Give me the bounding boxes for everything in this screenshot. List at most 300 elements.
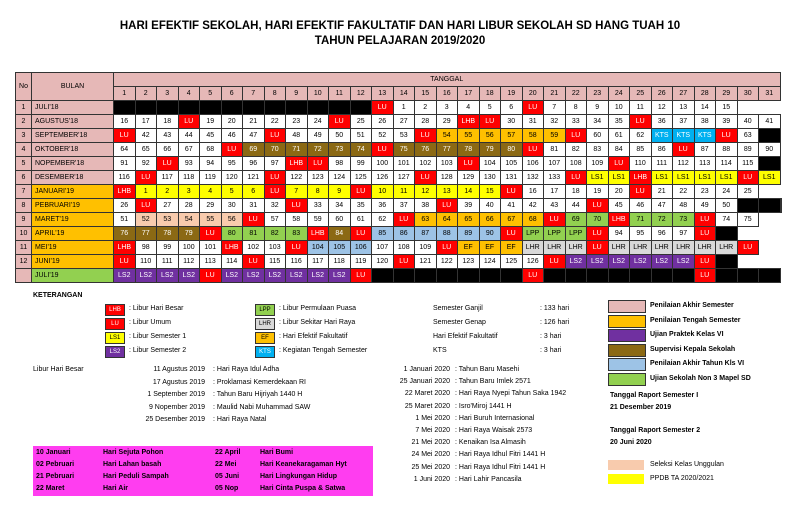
- row-number: 12: [16, 255, 32, 269]
- day-cell: 79: [178, 227, 200, 241]
- day-cell: [608, 269, 630, 283]
- day-cell: 29: [436, 115, 458, 129]
- activity-swatch: [608, 358, 646, 371]
- day-cell: 86: [393, 227, 415, 241]
- day-header: 29: [716, 87, 738, 101]
- semester-label: Semester Ganjil: [433, 305, 483, 312]
- day-cell: 99: [350, 157, 372, 171]
- holiday-date: 7 Mei 2020: [415, 427, 450, 434]
- activity-swatch: [608, 344, 646, 357]
- day-cell: [630, 269, 652, 283]
- day-cell: LS2: [673, 255, 695, 269]
- holiday-name: : Hari Buruh Internasional: [455, 414, 535, 422]
- day-cell: 45: [608, 199, 630, 213]
- month-row: [16, 213, 782, 227]
- day-cell: 23: [694, 185, 716, 199]
- day-cell: 61: [350, 213, 372, 227]
- raport1-label: Tanggal Raport Semester I: [610, 392, 699, 399]
- day-cell: 133: [544, 171, 566, 185]
- day-cell: 85: [630, 143, 652, 157]
- semester-value: : 133 hari: [540, 305, 570, 312]
- activity-text: Ujian Sekolah Non 3 Mapel SD: [650, 374, 751, 382]
- day-cell: 83: [286, 227, 308, 241]
- day-header: 13: [372, 87, 394, 101]
- day-cell: 13: [673, 101, 695, 115]
- day-cell: 81: [243, 227, 265, 241]
- holiday-date: 22 Maret 2020: [404, 390, 450, 398]
- raport1-date: 21 Desember 2019: [610, 404, 672, 411]
- day-cell: 92: [135, 157, 157, 171]
- day-cell: LU: [694, 255, 716, 269]
- day-cell: LHB: [221, 241, 243, 255]
- day-cell: LHB: [608, 213, 630, 227]
- day-cell: LS2: [587, 255, 609, 269]
- day-cell: 73: [673, 213, 695, 227]
- legend-text: : Libur Semester 1: [129, 333, 187, 340]
- holiday-name: : Tahun Baru Hijriyah 1440 H: [213, 391, 303, 398]
- day-cell: 43: [157, 129, 179, 143]
- day-cell: [157, 101, 179, 115]
- semester-value: : 3 hari: [540, 347, 562, 354]
- day-cell: 76: [415, 143, 437, 157]
- month-row: [16, 255, 782, 269]
- day-cell: LS2: [651, 255, 673, 269]
- day-cell: LU: [544, 213, 566, 227]
- day-cell: 53: [157, 213, 179, 227]
- day-cell: LU: [458, 157, 480, 171]
- day-cell: [673, 269, 695, 283]
- holiday-name: : Maulid Nabi Muhammad SAW: [213, 403, 311, 411]
- day-cell: LU: [135, 171, 157, 185]
- day-cell: 13: [436, 185, 458, 199]
- day-cell: LU: [436, 241, 458, 255]
- day-cell: 113: [200, 255, 222, 269]
- day-cell: LU: [673, 143, 695, 157]
- day-cell: 96: [651, 227, 673, 241]
- row-number: 11: [16, 241, 32, 255]
- legend-code: LHR: [255, 318, 275, 330]
- day-cell: 46: [221, 129, 243, 143]
- month-name: JULI'19: [32, 269, 114, 283]
- row-number: 9: [16, 213, 32, 227]
- day-cell: LU: [178, 115, 200, 129]
- day-cell: 30: [501, 115, 523, 129]
- bottom-swatch: [608, 474, 644, 484]
- day-cell: 58: [522, 129, 544, 143]
- day-cell: 74: [716, 213, 738, 227]
- month-name: OKTOBER'18: [32, 143, 114, 157]
- day-cell: LU: [565, 129, 587, 143]
- libur-hari-besar-label: Libur Hari Besar: [33, 366, 84, 373]
- month-name: JULI'18: [32, 101, 114, 115]
- holiday-name: : Hari Raya Idhul Fitri 1441 H: [455, 451, 546, 459]
- day-cell: 99: [157, 241, 179, 255]
- day-header: 10: [307, 87, 329, 101]
- day-cell: 8: [565, 101, 587, 115]
- day-cell: 33: [565, 115, 587, 129]
- day-cell: 59: [544, 129, 566, 143]
- day-cell: 118: [178, 171, 200, 185]
- day-cell: 68: [200, 143, 222, 157]
- day-cell: 21: [651, 185, 673, 199]
- day-cell: LS1: [587, 171, 609, 185]
- day-cell: 80: [221, 227, 243, 241]
- day-cell: LU: [243, 213, 265, 227]
- env-date: 05 Nop: [215, 485, 239, 492]
- holiday-name: : Hari Raya Nyepi Tahun Saka 1942: [455, 390, 567, 398]
- day-cell: 16: [522, 185, 544, 199]
- month-row: [16, 143, 782, 157]
- day-cell: 23: [286, 115, 308, 129]
- day-cell: EF: [501, 241, 523, 255]
- day-cell: 4: [200, 185, 222, 199]
- day-cell: 19: [587, 185, 609, 199]
- day-cell: [350, 101, 372, 115]
- day-cell: 104: [307, 241, 329, 255]
- day-header: 15: [415, 87, 437, 101]
- day-cell: LU: [200, 269, 222, 283]
- day-cell: LHR: [522, 241, 544, 255]
- day-cell: 14: [458, 185, 480, 199]
- day-cell: 3: [178, 185, 200, 199]
- holiday-date: 25 Desember 2019: [145, 416, 205, 423]
- day-header: 11: [329, 87, 351, 101]
- row-number: 1: [16, 101, 32, 115]
- day-cell: 37: [673, 115, 695, 129]
- day-cell: [544, 269, 566, 283]
- day-cell: 21: [243, 115, 265, 129]
- day-cell: 80: [501, 143, 523, 157]
- day-cell: 108: [393, 241, 415, 255]
- env-name: Hari Lingkungan Hidup: [260, 473, 337, 480]
- day-cell: 69: [565, 213, 587, 227]
- day-cell: 88: [436, 227, 458, 241]
- legend-code: LU: [105, 318, 125, 330]
- day-cell: 124: [479, 255, 501, 269]
- day-cell: KTS: [673, 129, 695, 143]
- day-cell: 15: [479, 185, 501, 199]
- day-cell: 29: [200, 199, 222, 213]
- day-cell: 95: [630, 227, 652, 241]
- day-cell: 97: [264, 157, 286, 171]
- day-header: 19: [501, 87, 523, 101]
- day-cell: [458, 269, 480, 283]
- semester-value: : 126 hari: [540, 319, 570, 326]
- day-cell: 100: [178, 241, 200, 255]
- holiday-name: : Hari Raya Waisak 2573: [455, 427, 533, 434]
- month-row: [16, 227, 782, 241]
- env-date: 22 April: [215, 449, 241, 456]
- day-cell: [221, 101, 243, 115]
- day-cell: 122: [286, 171, 308, 185]
- day-cell: 48: [673, 199, 695, 213]
- day-cell: 124: [329, 171, 351, 185]
- day-cell: LS2: [221, 269, 243, 283]
- env-name: Hari Keanekaragaman Hyt: [260, 461, 347, 468]
- day-cell: LU: [372, 101, 394, 115]
- day-cell: 128: [436, 171, 458, 185]
- day-cell: 76: [114, 227, 136, 241]
- day-cell: LPP: [544, 227, 566, 241]
- day-cell: 88: [716, 143, 738, 157]
- day-cell: KTS: [651, 129, 673, 143]
- day-cell: 24: [307, 115, 329, 129]
- day-cell: LU: [501, 185, 523, 199]
- activity-swatch: [608, 300, 646, 313]
- day-cell: 121: [243, 171, 265, 185]
- day-cell: 33: [307, 199, 329, 213]
- holiday-date: 21 Mei 2020: [411, 439, 450, 447]
- day-header: 8: [264, 87, 286, 101]
- day-cell: 44: [178, 129, 200, 143]
- day-cell: 87: [415, 227, 437, 241]
- row-number: 10: [16, 227, 32, 241]
- day-cell: [436, 269, 458, 283]
- raport2-date: 20 Juni 2020: [610, 439, 652, 446]
- day-cell: 36: [372, 199, 394, 213]
- day-cell: 57: [501, 129, 523, 143]
- day-header: 17: [458, 87, 480, 101]
- day-cell: 56: [221, 213, 243, 227]
- day-cell: 39: [458, 199, 480, 213]
- day-header: 9: [286, 87, 308, 101]
- day-cell: [587, 269, 609, 283]
- day-cell: LS2: [608, 255, 630, 269]
- bottom-text: Seleksi Kelas Unggulan: [650, 461, 724, 468]
- day-cell: 34: [329, 199, 351, 213]
- day-cell: 16: [114, 115, 136, 129]
- day-cell: 58: [286, 213, 308, 227]
- day-cell: 38: [694, 115, 716, 129]
- holiday-date: 25 Maret 2020: [404, 402, 450, 410]
- day-cell: 46: [630, 199, 652, 213]
- day-cell: 10: [372, 185, 394, 199]
- env-date: 22 Mei: [215, 461, 237, 468]
- day-cell: 77: [135, 227, 157, 241]
- day-cell: 20: [608, 185, 630, 199]
- day-cell: 84: [608, 143, 630, 157]
- day-cell: 116: [286, 255, 308, 269]
- day-cell: [264, 101, 286, 115]
- day-cell: 43: [544, 199, 566, 213]
- day-cell: LS2: [630, 255, 652, 269]
- day-cell: 50: [716, 199, 738, 213]
- month-name: JANUARI'19: [32, 185, 114, 199]
- day-cell: 35: [350, 199, 372, 213]
- legend-text: : Libur Umum: [129, 319, 172, 326]
- day-cell: 22: [673, 185, 695, 199]
- day-cell: 64: [436, 213, 458, 227]
- legend-code: LS2: [105, 346, 125, 358]
- day-cell: 118: [329, 255, 351, 269]
- day-cell: 84: [329, 227, 351, 241]
- day-cell: 2: [157, 185, 179, 199]
- day-cell: LU: [587, 241, 609, 255]
- day-cell: LS2: [286, 269, 308, 283]
- semester-label: Hari Efektif Fakultatif: [433, 333, 498, 340]
- day-cell: LHB: [114, 241, 136, 255]
- holiday-date: 1 Mei 2020: [415, 414, 450, 422]
- day-cell: 101: [393, 157, 415, 171]
- day-cell: 55: [458, 129, 480, 143]
- day-cell: 1: [135, 185, 157, 199]
- day-cell: 34: [587, 115, 609, 129]
- day-cell: 70: [587, 213, 609, 227]
- day-cell: 28: [415, 115, 437, 129]
- day-cell: 102: [243, 241, 265, 255]
- day-cell: 64: [114, 143, 136, 157]
- day-cell: 56: [479, 129, 501, 143]
- legend-code: LHB: [105, 304, 125, 316]
- day-cell: 32: [264, 199, 286, 213]
- day-cell: 95: [221, 157, 243, 171]
- header-bulan: BULAN: [32, 73, 114, 101]
- holiday-name: : Hari Lahir Pancasila: [455, 475, 522, 483]
- day-cell: 40: [737, 115, 759, 129]
- day-cell: 51: [350, 129, 372, 143]
- month-name: MARET'19: [32, 213, 114, 227]
- day-cell: LU: [415, 129, 437, 143]
- day-cell: 17: [135, 115, 157, 129]
- day-cell: 66: [479, 213, 501, 227]
- day-cell: LU: [737, 241, 759, 255]
- day-cell: 27: [157, 199, 179, 213]
- day-cell: 47: [243, 129, 265, 143]
- day-cell: 67: [178, 143, 200, 157]
- day-cell: LU: [415, 171, 437, 185]
- day-cell: 12: [415, 185, 437, 199]
- day-cell: 109: [587, 157, 609, 171]
- day-cell: 62: [372, 213, 394, 227]
- day-cell: 125: [350, 171, 372, 185]
- day-header: 21: [544, 87, 566, 101]
- page-title: HARI EFEKTIF SEKOLAH, HARI EFEKTIF FAKULTATIF DAN HARI LIBUR SEKOLAH SD HANG TUAH 10: [119, 20, 681, 32]
- day-cell: LU: [114, 255, 136, 269]
- holiday-date: 1 Januari 2020: [403, 366, 450, 373]
- activity-swatch: [608, 315, 646, 328]
- day-cell: 52: [372, 129, 394, 143]
- day-cell: 18: [157, 115, 179, 129]
- day-cell: LS2: [565, 255, 587, 269]
- day-cell: LS1: [608, 171, 630, 185]
- day-cell: [651, 269, 673, 283]
- day-cell: 111: [157, 255, 179, 269]
- activity-swatch: [608, 373, 646, 386]
- day-cell: LU: [264, 129, 286, 143]
- day-cell: LS2: [135, 269, 157, 283]
- day-cell: 85: [372, 227, 394, 241]
- legend-text: : Hari Efektif Fakultatif: [279, 333, 348, 340]
- holiday-name: : Kenaikan Isa Almasih: [455, 439, 526, 447]
- day-cell: 116: [114, 171, 136, 185]
- day-cell: 27: [393, 115, 415, 129]
- day-cell: 6: [501, 101, 523, 115]
- day-cell: 121: [415, 255, 437, 269]
- activity-swatch: [608, 329, 646, 342]
- day-cell: 52: [135, 213, 157, 227]
- day-cell: 60: [587, 129, 609, 143]
- day-cell: LU: [264, 185, 286, 199]
- row-number: 2: [16, 115, 32, 129]
- day-header: 27: [673, 87, 695, 101]
- legend-text: : Libur Hari Besar: [129, 305, 184, 312]
- day-cell: 10: [608, 101, 630, 115]
- day-cell: 54: [178, 213, 200, 227]
- env-name: Hari Air: [103, 485, 129, 492]
- legend-code: KTS: [255, 346, 275, 358]
- day-cell: LU: [565, 171, 587, 185]
- holiday-name: : Hari Raya Idhul Fitri 1441 H: [455, 463, 546, 471]
- day-header: 6: [221, 87, 243, 101]
- month-row: [16, 157, 782, 171]
- day-cell: [565, 269, 587, 283]
- legend-code: LPP: [255, 304, 275, 316]
- day-cell: 54: [436, 129, 458, 143]
- day-header: 30: [737, 87, 759, 101]
- day-cell: 106: [522, 157, 544, 171]
- day-cell: LHR: [630, 241, 652, 255]
- semester-value: : 3 hari: [540, 333, 562, 340]
- day-cell: 30: [221, 199, 243, 213]
- day-cell: 110: [630, 157, 652, 171]
- day-cell: [479, 269, 501, 283]
- day-cell: LU: [436, 199, 458, 213]
- day-header: 2: [135, 87, 157, 101]
- day-header: 16: [436, 87, 458, 101]
- holiday-date: 11 Agustus 2019: [153, 366, 205, 373]
- day-cell: LU: [135, 199, 157, 213]
- day-header: 22: [565, 87, 587, 101]
- day-cell: [415, 269, 437, 283]
- day-cell: 14: [694, 101, 716, 115]
- day-cell: 3: [436, 101, 458, 115]
- day-cell: 107: [372, 241, 394, 255]
- day-cell: LS1: [694, 171, 716, 185]
- day-cell: LU: [350, 269, 372, 283]
- holiday-name: : Isro'Miroj 1441 H: [455, 402, 512, 410]
- day-cell: 123: [307, 171, 329, 185]
- month-name: NOPEMBER'18: [32, 157, 114, 171]
- day-cell: LU: [264, 171, 286, 185]
- month-row: [16, 115, 782, 129]
- day-cell: 115: [737, 157, 759, 171]
- day-cell: 11: [630, 101, 652, 115]
- month-row: [16, 171, 782, 185]
- semester-label: Semester Genap: [433, 319, 486, 326]
- day-cell: LU: [630, 115, 652, 129]
- day-cell: 129: [458, 171, 480, 185]
- day-cell: LU: [286, 199, 308, 213]
- day-cell: [286, 101, 308, 115]
- env-name: Hari Sejuta Pohon: [103, 449, 164, 456]
- row-number: 5: [16, 157, 32, 171]
- day-cell: 7: [286, 185, 308, 199]
- day-cell: 73: [329, 143, 351, 157]
- day-cell: LU: [608, 157, 630, 171]
- month-name: APRIL'19: [32, 227, 114, 241]
- day-cell: LHB: [114, 185, 136, 199]
- day-cell: 42: [135, 129, 157, 143]
- day-cell: LS2: [243, 269, 265, 283]
- day-cell: 25: [737, 185, 759, 199]
- month-name: PEBRUARI'19: [32, 199, 114, 213]
- day-cell: 63: [415, 213, 437, 227]
- legend-code: EF: [255, 332, 275, 344]
- day-cell: 38: [415, 199, 437, 213]
- day-cell: 36: [651, 115, 673, 129]
- day-cell: 74: [350, 143, 372, 157]
- day-cell: [329, 101, 351, 115]
